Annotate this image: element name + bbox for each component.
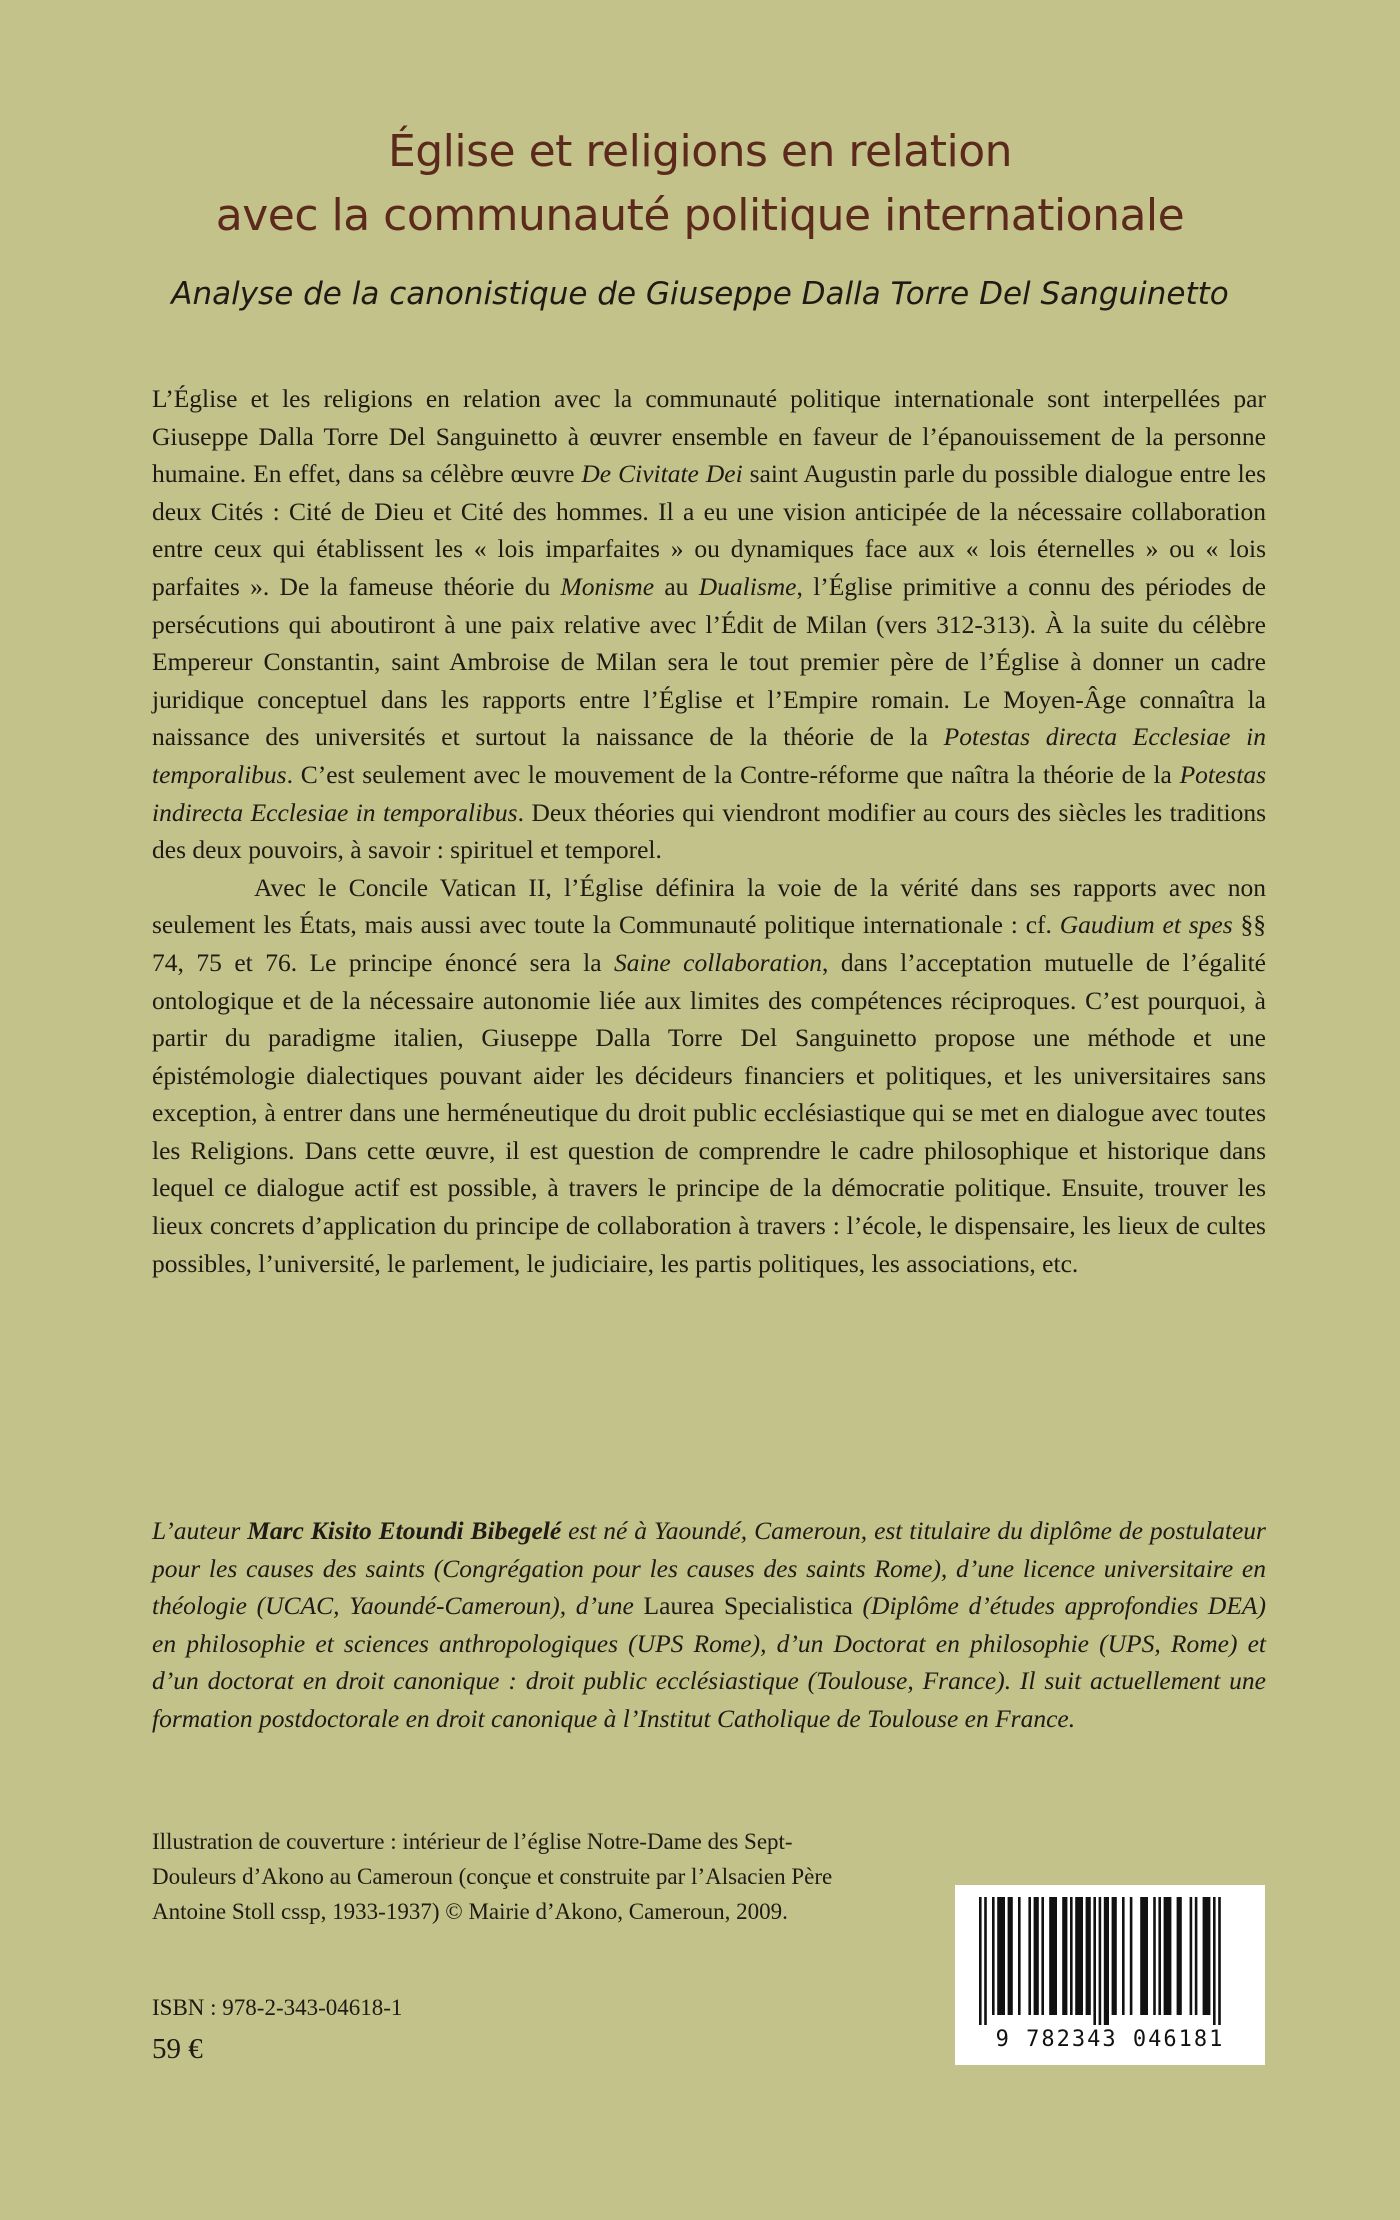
price: 59 €	[152, 2033, 203, 2065]
italic-run: De Civitate Dei	[581, 459, 743, 489]
barcode-bar	[1195, 1897, 1198, 2015]
barcode-bar	[1164, 1897, 1172, 2015]
barcode-bar	[1153, 1897, 1156, 2015]
text-run: saint Augustin parle du possible dialogue entre les deux Cités : Cité de Dieu et Cité des hommes. Il a eu une vision anticipée de la nécessaire collaboration entre ceux qui établissent les « lois imparfaites » ou dynamiques face aux « lois éternelles » ou « lois parfaites ». De la fameuse théorie du	[152, 459, 1267, 601]
barcode-bar	[1070, 1897, 1073, 2015]
barcode-bar	[1122, 1897, 1125, 2015]
italic-run: Monisme	[560, 571, 655, 601]
barcode-bar	[1099, 1897, 1102, 2025]
text-run: . Deux théories qui viendront modifier au cours des siècles les traditions des deux pouvoirs, à savoir : spirituel et temporel.	[152, 797, 1266, 865]
barcode-bar	[1158, 1897, 1161, 2015]
barcode-bars	[977, 1897, 1243, 2025]
barcode-bar	[1049, 1897, 1057, 2015]
text-run: Laurea Specialistica	[643, 1591, 853, 1621]
barcode-bar	[1008, 1897, 1013, 2015]
barcode-bar	[1093, 1897, 1096, 2025]
text-run: L’Église et les religions en relation avec la communauté politique internationale sont interpellées par Giuseppe Dalla Torre Del Sanguinetto à œuvrer ensemble en faveur de l’épanouissement de la personne humaine. En effet, dans sa célèbre œuvre	[152, 384, 1266, 489]
barcode-bar	[1075, 1897, 1083, 2015]
text-run: . C’est seulement avec le mouvement de la Contre-réforme que naîtra la théorie de la	[286, 759, 1180, 789]
barcode-bar	[1213, 1897, 1216, 2025]
barcode-bar	[1041, 1897, 1044, 2015]
italic-run: Saine collaboration	[614, 947, 822, 977]
barcode-bar	[997, 1897, 1005, 2015]
text-run: , dans l’acceptation mutuelle de l’égalité ontologique et de la nécessaire autonomie liée aux limites des compétences réciproques. C’est pourquoi, à partir du paradigme italien, Giuseppe Dalla Torre Del Sanguinetto propose une méthode et une épistémologie dialectiques pouvant aider les décideurs financiers et politiques, et les universitaires sans exception, à entrer dans une herméneutique du droit public ecclésiastique qui se met en dialogue avec toutes les Religions. Dans cette œuvre, il est question de comprendre le cadre philosophique et historique dans lequel ce dialogue actif est possible, à travers le principe de la démocratie politique. Ensuite, trouver les lieux concrets d’application du principe de collaboration à travers : l’école, le dispensaire, les lieux de cultes possibles, l’université, le parlement, le judiciaire, les partis politiques, les associations, etc.	[152, 947, 1266, 1278]
barcode-bar	[1190, 1897, 1193, 2015]
barcode	[955, 1885, 1265, 2065]
barcode-bar	[1034, 1897, 1039, 2015]
barcode-bar	[1028, 1897, 1031, 2015]
italic-run: Potestas indirecta Ecclesiae in temporalibus	[152, 759, 1266, 827]
barcode-bar	[1018, 1897, 1021, 2015]
barcode-bar	[1062, 1897, 1067, 2015]
italic-run: Potestas directa Ecclesiae in temporalibus	[152, 722, 1266, 789]
barcode-bar	[1112, 1897, 1117, 2015]
italic-run: Gaudium et spes	[1059, 910, 1233, 940]
barcode-bar	[1218, 1897, 1221, 2025]
book-subtitle: Analyse de la canonistique de Giuseppe Dalla Torre Del Sanguinetto	[171, 276, 1229, 312]
text-run: L’auteur	[152, 1516, 248, 1545]
book-title-line-1: Église et religions en relation	[387, 126, 1013, 177]
barcode-bar	[1104, 1897, 1109, 2025]
barcode-bar	[1140, 1897, 1148, 2015]
barcode-bar	[992, 1897, 995, 2015]
text-run: au	[654, 571, 699, 601]
barcode-bar	[1130, 1897, 1133, 2015]
italic-run: Dualisme	[698, 571, 797, 601]
barcode-bar	[979, 1897, 982, 2025]
summary-paragraph-1	[152, 380, 1266, 869]
author-name: Marc Kisito Etoundi Bibegelé	[247, 1516, 562, 1545]
text-run: , l’Église primitive a connu des périodes de persécutions qui aboutiront à une paix relative avec l’Édit de Milan (vers 312-313). À la suite du célèbre Empereur Constantin, saint Ambroise de Milan sera le tout premier père de l’Église à donner un cadre juridique conceptuel dans les rapports entre l’Église et l’Empire romain. Le Moyen-Âge connaîtra la naissance des universités et surtout la naissance de la théorie de la	[152, 571, 1266, 752]
text-run: §§ 74, 75 et 76. Le principe énoncé sera la	[152, 910, 1267, 977]
author-bio	[152, 1512, 1266, 1738]
title-block	[0, 120, 1400, 312]
book-title-line-2: avec la communauté politique internationale	[215, 190, 1185, 241]
text-run: (Diplôme d’études approfondies DEA) en philosophie et sciences anthropologiques (UPS Rome), d’un Doctorat en philosophie (UPS, Rome) et d’un doctorat en droit canonique : droit public ecclésiastique (Toulouse, France). Il suit actuellement une formation postdoctorale en droit canonique à l’Institut Catholique de Toulouse en France.	[152, 1591, 1266, 1733]
illustration-credit: Illustration de couverture : intérieur de l’église Notre-Dame des Sept-Douleurs d’Akono au Cameroun (conçue et construite par l’Alsacien Père Antoine Stoll cssp, 1933-1937) © Mairie d’Akono, Cameroun, 2009.	[152, 1829, 833, 1924]
summary-text	[152, 380, 1266, 1282]
barcode-bar	[1203, 1897, 1211, 2015]
barcode-bar	[1086, 1897, 1091, 2015]
barcode-digits: 9 782343 046181	[995, 2027, 1225, 2052]
barcode-bar	[984, 1897, 987, 2025]
barcode-bar	[1177, 1897, 1182, 2015]
isbn: ISBN : 978-2-343-04618-1	[152, 1995, 403, 2020]
text-run: est né à Yaoundé, Cameroun, est titulaire du diplôme de postulateur pour les causes des saints (Congrégation pour les causes des saints Rome), d’une licence universitaire en théologie (UCAC, Yaoundé-Cameroun), d’une	[152, 1516, 1266, 1621]
text-run: Avec le Concile Vatican II, l’Église définira la voie de la vérité dans ses rapports avec non seulement les États, mais aussi avec toute la Communauté politique internationale : cf.	[152, 872, 1266, 940]
summary-paragraph-2	[152, 869, 1266, 1283]
